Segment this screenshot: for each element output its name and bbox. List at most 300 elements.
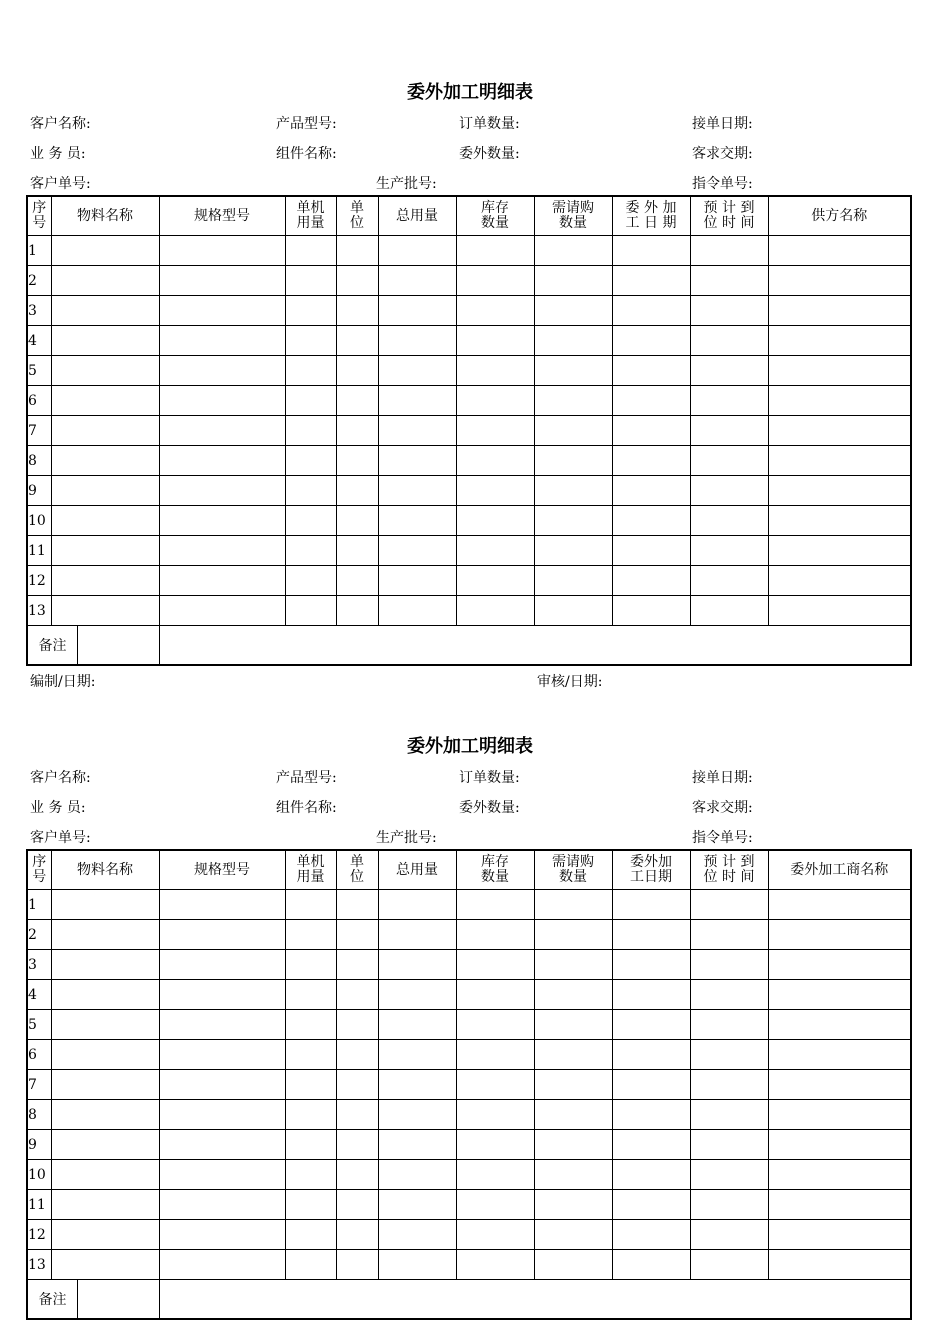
spec-cell[interactable]	[159, 920, 285, 950]
stock-cell[interactable]	[456, 266, 534, 296]
material-cell[interactable]	[51, 236, 159, 266]
purchase-cell[interactable]	[534, 1160, 612, 1190]
purchase-cell[interactable]	[534, 266, 612, 296]
purchase-cell[interactable]	[534, 1100, 612, 1130]
supplier-cell[interactable]	[768, 1070, 911, 1100]
spec-cell[interactable]	[159, 1220, 285, 1250]
spec-cell[interactable]	[159, 1040, 285, 1070]
spec-cell[interactable]	[159, 386, 285, 416]
table-row	[27, 1040, 911, 1070]
row-number: 6	[27, 1040, 51, 1070]
header-stock: 库存 数量	[456, 850, 534, 890]
unit-cell[interactable]	[336, 1190, 378, 1220]
unit-cell[interactable]	[336, 476, 378, 506]
purchase-cell[interactable]	[534, 386, 612, 416]
unit-usage-cell[interactable]	[285, 506, 336, 536]
stock-cell[interactable]	[456, 356, 534, 386]
spec-cell[interactable]	[159, 266, 285, 296]
total-cell[interactable]	[378, 236, 456, 266]
material-cell[interactable]	[51, 446, 159, 476]
stock-cell[interactable]	[456, 1130, 534, 1160]
outsource-date-cell[interactable]	[612, 326, 690, 356]
material-cell[interactable]	[51, 1130, 159, 1160]
spec-cell[interactable]	[159, 1010, 285, 1040]
unit-cell[interactable]	[336, 296, 378, 326]
row-number: 6	[27, 386, 51, 416]
remark-field[interactable]	[78, 1280, 159, 1318]
supplier-cell[interactable]	[768, 506, 911, 536]
component-name-label: 组件名称:	[276, 146, 337, 162]
table-body	[27, 890, 911, 1280]
supplier-cell[interactable]	[768, 1160, 911, 1190]
outsource-date-cell[interactable]	[612, 1040, 690, 1070]
outsource-date-cell[interactable]	[612, 266, 690, 296]
outsource-qty-label: 委外数量:	[459, 146, 520, 162]
total-cell[interactable]	[378, 1190, 456, 1220]
unit-usage-cell[interactable]	[285, 356, 336, 386]
supplier-cell[interactable]	[768, 296, 911, 326]
outsource-date-cell[interactable]	[612, 416, 690, 446]
supplier-cell[interactable]	[768, 536, 911, 566]
unit-usage-cell[interactable]	[285, 1130, 336, 1160]
supplier-cell[interactable]	[768, 236, 911, 266]
stock-cell[interactable]	[456, 1100, 534, 1130]
unit-cell[interactable]	[336, 1250, 378, 1280]
material-cell[interactable]	[51, 506, 159, 536]
unit-usage-cell[interactable]	[285, 1250, 336, 1280]
supplier-cell[interactable]	[768, 1040, 911, 1070]
unit-usage-cell[interactable]	[285, 596, 336, 626]
spec-cell[interactable]	[159, 446, 285, 476]
unit-usage-cell[interactable]	[285, 266, 336, 296]
outsource-date-cell[interactable]	[612, 920, 690, 950]
row-number: 8	[27, 446, 51, 476]
total-cell[interactable]	[378, 890, 456, 920]
total-cell[interactable]	[378, 1250, 456, 1280]
unit-usage-cell[interactable]	[285, 980, 336, 1010]
unit-cell[interactable]	[336, 266, 378, 296]
stock-cell[interactable]	[456, 1070, 534, 1100]
purchase-cell[interactable]	[534, 446, 612, 476]
material-cell[interactable]	[51, 356, 159, 386]
unit-cell[interactable]	[336, 1220, 378, 1250]
row-number: 3	[27, 950, 51, 980]
unit-cell[interactable]	[336, 356, 378, 386]
stock-cell[interactable]	[456, 236, 534, 266]
spec-cell[interactable]	[159, 1160, 285, 1190]
material-cell[interactable]	[51, 1010, 159, 1040]
stock-cell[interactable]	[456, 920, 534, 950]
material-cell[interactable]	[51, 1160, 159, 1190]
stock-cell[interactable]	[456, 1040, 534, 1070]
material-cell[interactable]	[51, 1040, 159, 1070]
total-cell[interactable]	[378, 386, 456, 416]
material-cell[interactable]	[51, 890, 159, 920]
customer-name-label: 客户名称:	[30, 116, 91, 132]
material-cell[interactable]	[51, 1250, 159, 1280]
outsource-date-cell[interactable]	[612, 446, 690, 476]
stock-cell[interactable]	[456, 1220, 534, 1250]
stock-cell[interactable]	[456, 296, 534, 326]
purchase-cell[interactable]	[534, 980, 612, 1010]
total-cell[interactable]	[378, 1070, 456, 1100]
outsource-date-cell[interactable]	[612, 386, 690, 416]
unit-cell[interactable]	[336, 536, 378, 566]
outsource-date-cell[interactable]	[612, 1220, 690, 1250]
material-cell[interactable]	[51, 1190, 159, 1220]
outsource-date-cell[interactable]	[612, 1160, 690, 1190]
material-cell[interactable]	[51, 1070, 159, 1100]
arrival-cell[interactable]	[690, 266, 768, 296]
purchase-cell[interactable]	[534, 356, 612, 386]
unit-usage-cell[interactable]	[285, 416, 336, 446]
row-number: 5	[27, 356, 51, 386]
table-row	[27, 950, 911, 980]
table-row	[27, 326, 911, 356]
spec-cell[interactable]	[159, 1130, 285, 1160]
table-row	[27, 1250, 911, 1280]
stock-cell[interactable]	[456, 476, 534, 506]
total-cell[interactable]	[378, 980, 456, 1010]
purchase-cell[interactable]	[534, 1130, 612, 1160]
unit-cell[interactable]	[336, 1160, 378, 1190]
total-cell[interactable]	[378, 416, 456, 446]
supplier-cell[interactable]	[768, 266, 911, 296]
supplier-cell[interactable]	[768, 416, 911, 446]
unit-cell[interactable]	[336, 416, 378, 446]
total-cell[interactable]	[378, 1160, 456, 1190]
stock-cell[interactable]	[456, 1250, 534, 1280]
total-cell[interactable]	[378, 1220, 456, 1250]
table-row	[27, 416, 911, 446]
requested-delivery-label: 客求交期:	[692, 800, 753, 816]
unit-cell[interactable]	[336, 1010, 378, 1040]
unit-cell[interactable]	[336, 1040, 378, 1070]
material-cell[interactable]	[51, 950, 159, 980]
purchase-cell[interactable]	[534, 1010, 612, 1040]
purchase-cell[interactable]	[534, 1070, 612, 1100]
header-seq: 序 号	[27, 196, 51, 236]
unit-usage-cell[interactable]	[285, 566, 336, 596]
unit-usage-cell[interactable]	[285, 236, 336, 266]
outsource-date-cell[interactable]	[612, 890, 690, 920]
unit-usage-cell[interactable]	[285, 296, 336, 326]
arrival-cell[interactable]	[690, 446, 768, 476]
unit-cell[interactable]	[336, 386, 378, 416]
outsource-date-cell[interactable]	[612, 1250, 690, 1280]
table-row	[27, 266, 911, 296]
total-cell[interactable]	[378, 566, 456, 596]
material-cell[interactable]	[51, 266, 159, 296]
stock-cell[interactable]	[456, 1190, 534, 1220]
stock-cell[interactable]	[456, 1160, 534, 1190]
spec-cell[interactable]	[159, 416, 285, 446]
total-cell[interactable]	[378, 1130, 456, 1160]
arrival-cell[interactable]	[690, 536, 768, 566]
stock-cell[interactable]	[456, 326, 534, 356]
supplier-cell[interactable]	[768, 950, 911, 980]
spec-cell[interactable]	[159, 506, 285, 536]
outsource-date-cell[interactable]	[612, 566, 690, 596]
unit-cell[interactable]	[336, 236, 378, 266]
arrival-cell[interactable]	[690, 476, 768, 506]
unit-cell[interactable]	[336, 506, 378, 536]
salesperson-label: 业 务 员:	[30, 146, 86, 162]
supplier-cell[interactable]	[768, 1130, 911, 1160]
spec-cell[interactable]	[159, 1070, 285, 1100]
arrival-cell[interactable]	[690, 1250, 768, 1280]
outsource-date-cell[interactable]	[612, 950, 690, 980]
requested-delivery-label: 客求交期:	[692, 146, 753, 162]
unit-usage-cell[interactable]	[285, 476, 336, 506]
arrival-cell[interactable]	[690, 416, 768, 446]
purchase-cell[interactable]	[534, 1250, 612, 1280]
total-cell[interactable]	[378, 950, 456, 980]
material-cell[interactable]	[51, 536, 159, 566]
header-arrival: 预 计 到 位 时 间	[690, 196, 768, 236]
material-cell[interactable]	[51, 386, 159, 416]
total-cell[interactable]	[378, 326, 456, 356]
spec-cell[interactable]	[159, 566, 285, 596]
outsource-date-cell[interactable]	[612, 980, 690, 1010]
unit-cell[interactable]	[336, 890, 378, 920]
purchase-cell[interactable]	[534, 416, 612, 446]
supplier-cell[interactable]	[768, 1220, 911, 1250]
purchase-cell[interactable]	[534, 326, 612, 356]
total-cell[interactable]	[378, 266, 456, 296]
unit-usage-cell[interactable]	[285, 536, 336, 566]
total-cell[interactable]	[378, 596, 456, 626]
unit-usage-cell[interactable]	[285, 1040, 336, 1070]
supplier-cell[interactable]	[768, 326, 911, 356]
stock-cell[interactable]	[456, 980, 534, 1010]
material-cell[interactable]	[51, 566, 159, 596]
supplier-cell[interactable]	[768, 1100, 911, 1130]
unit-usage-cell[interactable]	[285, 1160, 336, 1190]
total-cell[interactable]	[378, 356, 456, 386]
outsource-date-cell[interactable]	[612, 476, 690, 506]
remark-label: 备注	[28, 626, 78, 664]
unit-usage-cell[interactable]	[285, 386, 336, 416]
material-cell[interactable]	[51, 1220, 159, 1250]
arrival-cell[interactable]	[690, 356, 768, 386]
stock-cell[interactable]	[456, 596, 534, 626]
spec-cell[interactable]	[159, 596, 285, 626]
unit-cell[interactable]	[336, 950, 378, 980]
purchase-cell[interactable]	[534, 1220, 612, 1250]
unit-cell[interactable]	[336, 446, 378, 476]
unit-cell[interactable]	[336, 596, 378, 626]
stock-cell[interactable]	[456, 536, 534, 566]
spec-cell[interactable]	[159, 476, 285, 506]
unit-usage-cell[interactable]	[285, 890, 336, 920]
arrival-cell[interactable]	[690, 296, 768, 326]
purchase-cell[interactable]	[534, 296, 612, 326]
table-row	[27, 1160, 911, 1190]
remark-field-rest[interactable]	[159, 626, 911, 666]
material-cell[interactable]	[51, 416, 159, 446]
total-cell[interactable]	[378, 506, 456, 536]
unit-cell[interactable]	[336, 326, 378, 356]
supplier-cell[interactable]	[768, 890, 911, 920]
supplier-cell[interactable]	[768, 386, 911, 416]
purchase-cell[interactable]	[534, 1040, 612, 1070]
outsource-date-cell[interactable]	[612, 506, 690, 536]
unit-cell[interactable]	[336, 566, 378, 596]
purchase-cell[interactable]	[534, 920, 612, 950]
table-row	[27, 476, 911, 506]
remark-field[interactable]	[78, 626, 159, 664]
arrival-cell[interactable]	[690, 1160, 768, 1190]
arrival-cell[interactable]	[690, 386, 768, 416]
unit-usage-cell[interactable]	[285, 1070, 336, 1100]
arrival-cell[interactable]	[690, 1190, 768, 1220]
customer-order-no-label: 客户单号:	[30, 176, 91, 192]
arrival-cell[interactable]	[690, 596, 768, 626]
spec-cell[interactable]	[159, 890, 285, 920]
spec-cell[interactable]	[159, 1190, 285, 1220]
stock-cell[interactable]	[456, 890, 534, 920]
total-cell[interactable]	[378, 446, 456, 476]
unit-usage-cell[interactable]	[285, 950, 336, 980]
header-total: 总用量	[378, 850, 456, 890]
unit-usage-cell[interactable]	[285, 1100, 336, 1130]
header-purchase: 需请购 数量	[534, 850, 612, 890]
supplier-cell[interactable]	[768, 920, 911, 950]
spec-cell[interactable]	[159, 236, 285, 266]
header-outsource-date: 委外加 工日期	[612, 850, 690, 890]
row-number: 2	[27, 266, 51, 296]
arrival-cell[interactable]	[690, 1070, 768, 1100]
total-cell[interactable]	[378, 476, 456, 506]
unit-usage-cell[interactable]	[285, 920, 336, 950]
total-cell[interactable]	[378, 536, 456, 566]
remark-field-rest[interactable]	[159, 1280, 911, 1320]
supplier-cell[interactable]	[768, 1190, 911, 1220]
spec-cell[interactable]	[159, 326, 285, 356]
stock-cell[interactable]	[456, 386, 534, 416]
supplier-cell[interactable]	[768, 1010, 911, 1040]
spec-cell[interactable]	[159, 296, 285, 326]
purchase-cell[interactable]	[534, 506, 612, 536]
supplier-cell[interactable]	[768, 980, 911, 1010]
outsource-date-cell[interactable]	[612, 356, 690, 386]
unit-usage-cell[interactable]	[285, 1220, 336, 1250]
arrival-cell[interactable]	[690, 1040, 768, 1070]
purchase-cell[interactable]	[534, 596, 612, 626]
spec-cell[interactable]	[159, 950, 285, 980]
material-cell[interactable]	[51, 296, 159, 326]
supplier-cell[interactable]	[768, 566, 911, 596]
unit-cell[interactable]	[336, 920, 378, 950]
spec-cell[interactable]	[159, 980, 285, 1010]
header-unit: 单 位	[336, 850, 378, 890]
unit-cell[interactable]	[336, 1100, 378, 1130]
unit-cell[interactable]	[336, 1130, 378, 1160]
arrival-cell[interactable]	[690, 920, 768, 950]
spec-cell[interactable]	[159, 356, 285, 386]
purchase-cell[interactable]	[534, 536, 612, 566]
total-cell[interactable]	[378, 1100, 456, 1130]
supplier-cell[interactable]	[768, 476, 911, 506]
outsource-date-cell[interactable]	[612, 1100, 690, 1130]
spec-cell[interactable]	[159, 1100, 285, 1130]
spec-cell[interactable]	[159, 1250, 285, 1280]
arrival-cell[interactable]	[690, 950, 768, 980]
unit-cell[interactable]	[336, 1070, 378, 1100]
unit-usage-cell[interactable]	[285, 446, 336, 476]
total-cell[interactable]	[378, 296, 456, 326]
purchase-cell[interactable]	[534, 950, 612, 980]
arrival-cell[interactable]	[690, 1130, 768, 1160]
arrival-cell[interactable]	[690, 980, 768, 1010]
arrival-cell[interactable]	[690, 1010, 768, 1040]
arrival-cell[interactable]	[690, 1100, 768, 1130]
outsource-date-cell[interactable]	[612, 596, 690, 626]
supplier-cell[interactable]	[768, 596, 911, 626]
stock-cell[interactable]	[456, 506, 534, 536]
total-cell[interactable]	[378, 1040, 456, 1070]
arrival-cell[interactable]	[690, 506, 768, 536]
material-cell[interactable]	[51, 1100, 159, 1130]
material-cell[interactable]	[51, 596, 159, 626]
outsource-date-cell[interactable]	[612, 236, 690, 266]
total-cell[interactable]	[378, 920, 456, 950]
total-cell[interactable]	[378, 1010, 456, 1040]
arrival-cell[interactable]	[690, 1220, 768, 1250]
material-cell[interactable]	[51, 476, 159, 506]
unit-cell[interactable]	[336, 980, 378, 1010]
material-cell[interactable]	[51, 326, 159, 356]
material-cell[interactable]	[51, 980, 159, 1010]
arrival-cell[interactable]	[690, 326, 768, 356]
purchase-cell[interactable]	[534, 236, 612, 266]
outsource-date-cell[interactable]	[612, 536, 690, 566]
supplier-cell[interactable]	[768, 1250, 911, 1280]
salesperson-label: 业 务 员:	[30, 800, 86, 816]
arrival-cell[interactable]	[690, 236, 768, 266]
purchase-cell[interactable]	[534, 476, 612, 506]
stock-cell[interactable]	[456, 1010, 534, 1040]
outsource-date-cell[interactable]	[612, 1010, 690, 1040]
header-spec: 规格型号	[159, 196, 285, 236]
stock-cell[interactable]	[456, 950, 534, 980]
outsource-date-cell[interactable]	[612, 296, 690, 326]
spec-cell[interactable]	[159, 536, 285, 566]
outsource-date-cell[interactable]	[612, 1130, 690, 1160]
arrival-cell[interactable]	[690, 890, 768, 920]
unit-usage-cell[interactable]	[285, 1190, 336, 1220]
outsource-date-cell[interactable]	[612, 1070, 690, 1100]
prepared-by-label: 编制/日期:	[30, 674, 96, 690]
purchase-cell[interactable]	[534, 890, 612, 920]
table-row	[27, 386, 911, 416]
supplier-cell[interactable]	[768, 356, 911, 386]
stock-cell[interactable]	[456, 416, 534, 446]
instruction-no-label: 指令单号:	[692, 830, 753, 846]
outsource-date-cell[interactable]	[612, 1190, 690, 1220]
stock-cell[interactable]	[456, 446, 534, 476]
purchase-cell[interactable]	[534, 1190, 612, 1220]
stock-cell[interactable]	[456, 566, 534, 596]
arrival-cell[interactable]	[690, 566, 768, 596]
material-cell[interactable]	[51, 920, 159, 950]
unit-usage-cell[interactable]	[285, 326, 336, 356]
unit-usage-cell[interactable]	[285, 1010, 336, 1040]
supplier-cell[interactable]	[768, 446, 911, 476]
purchase-cell[interactable]	[534, 566, 612, 596]
remark-cell	[27, 1280, 159, 1320]
